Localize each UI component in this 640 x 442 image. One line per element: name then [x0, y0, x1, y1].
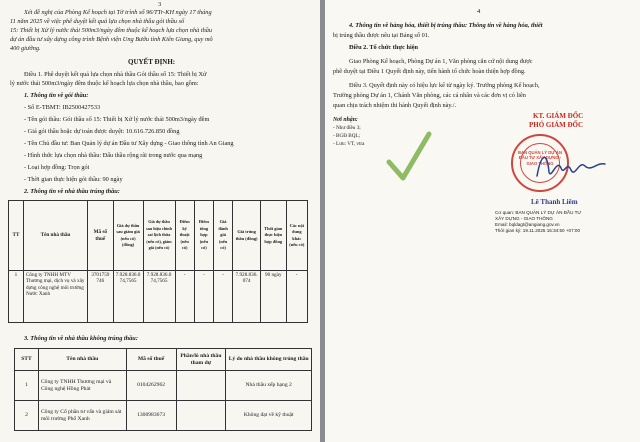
- table-header-cell: Lý do nhà thầu không trúng thầu: [226, 349, 312, 371]
- page-number: 4: [477, 8, 481, 15]
- page-number: 3: [158, 1, 162, 8]
- table-header-row: [9, 201, 308, 271]
- table-cell: 7.928.836.074,7565: [143, 271, 175, 323]
- table-header-cell: STT: [15, 349, 39, 371]
- digital-signature-line: Email: bqldagt@angiang.gov.vn: [495, 222, 560, 227]
- losing-bidders-table: [14, 348, 312, 431]
- table-cell: Công ty Cổ phần tư vấn và giám sát môi trường Phố Xanh: [38, 401, 126, 431]
- table-cell: [176, 371, 226, 401]
- section-heading: 2. Thông tin về nhà thầu trúng thầu:: [24, 188, 120, 195]
- signer-role: KT. GIÁM ĐỐC: [533, 112, 584, 120]
- table-header-cell: Tên nhà thầu: [23, 201, 87, 271]
- table-cell: 2: [15, 401, 39, 431]
- digital-signature-line: Thời gian ký: 19.11.2025 15:34:50 +07:00: [495, 228, 581, 233]
- table-header-cell: Tên nhà thầu: [38, 349, 126, 371]
- table-cell: 7.928.836.074: [233, 271, 261, 323]
- section-4-text: 4. Thông tin về hàng hóa, thiết bị trúng thầu: Thông tin về hàng hóa, thiết: [349, 22, 543, 29]
- table-cell: Công ty TNHH MTV Thương mại, dịch vụ và xây dựng công nghệ môi trường Nước Xanh: [23, 271, 87, 323]
- table-header-cell: Các nội dung khác (nếu có): [286, 201, 307, 271]
- article-3-line: quan chịu trách nhiệm thi hành Quyết định này./.: [333, 102, 457, 109]
- table-cell: -: [286, 271, 307, 323]
- bullet-item: - Tên Chủ đầu tư: Ban Quản lý dự án Đầu tư Xây dựng - Giao thông tỉnh An Giang: [24, 140, 234, 147]
- table-header-cell: Giá dự thầu sau giảm giá (nếu có) (đồng): [113, 201, 143, 271]
- table-cell: 1: [15, 371, 39, 401]
- table-row: [15, 401, 312, 431]
- table-header-cell: Giá dự thầu sau hiệu chỉnh sai lệch thừa (nếu có), giảm giá (nếu có): [143, 201, 175, 271]
- recipient-item: - BGĐ BQL;: [333, 133, 361, 139]
- seal-text: BAN QUẢN LÝ DỰ ÁN ĐẦU TƯ XÂY DỰNG - GIAO THÔNG: [518, 150, 562, 166]
- intro-line: dự án đầu tư xây dựng công trình Bệnh viện Ung Bướu tỉnh Kiên Giang, quy mô: [10, 36, 213, 43]
- section-4-line: [349, 22, 543, 31]
- intro-line: 400 giường.: [10, 45, 41, 52]
- table-cell: 3701759746: [88, 271, 114, 323]
- digital-signature-line: Cơ quan: BAN QUẢN LÝ DỰ ÁN ĐẦU TƯ: [495, 210, 582, 215]
- table-header-cell: Điểm tổng hợp (nếu có): [194, 201, 213, 271]
- winning-bidder-table: [8, 200, 308, 323]
- bullet-item: - Hình thức lựa chọn nhà thầu: Đấu thầu rộng rãi trong nước qua mạng: [24, 152, 203, 159]
- table-cell: Không đạt về kỹ thuật: [226, 401, 312, 431]
- article-3-line: Điều 3. Quyết định này có hiệu lực kể từ ngày ký. Trưởng phòng Kế hoạch,: [349, 82, 540, 89]
- handwritten-signature: [531, 146, 611, 184]
- intro-line: Xét đề nghị của Phòng Kế hoạch tại Tờ trình số 96/TTr-KH ngày 17 tháng: [24, 9, 212, 16]
- section-heading: 3. Thông tin về nhà thầu không trúng thầu:: [24, 335, 138, 342]
- table-header-cell: Phần/lô nhà thầu tham dự: [176, 349, 226, 371]
- digital-signature-check-icon: [385, 128, 433, 188]
- digital-signature-line: XÂY DỰNG - GIAO THÔNG: [495, 216, 553, 221]
- article-1-line: Điều 1. Phê duyệt kết quả lựa chọn nhà thầu Gói thầu số 15: Thiết bị Xử: [24, 71, 207, 78]
- table-header-cell: Giá trúng thầu (đồng): [233, 201, 261, 271]
- table-header-cell: TT: [9, 201, 24, 271]
- table-header-cell: Điểm kỹ thuật (nếu có): [175, 201, 194, 271]
- recipient-item: - Như điều 3;: [333, 125, 361, 131]
- document-page-4: [325, 0, 640, 442]
- section-4-line: bị trúng thầu được nêu tại Bảng số 01.: [333, 32, 430, 39]
- article-2-heading: Điều 2. Tổ chức thực hiện: [349, 44, 419, 51]
- article-3-line: Trưởng phòng Dự án 1, Chánh Văn phòng, các cá nhân và các đơn vị có liên: [333, 92, 526, 99]
- article-1-line: lý nước thải 500m3/ngày đêm thuộc kế hoạch lựa chọn nhà thầu, bao gồm:: [10, 80, 199, 87]
- table-cell: 90 ngày: [260, 271, 286, 323]
- table-cell: 7.928.836.074,7565: [113, 271, 143, 323]
- table-header-row: [15, 349, 312, 371]
- article-2-line: phê duyệt tại Điều 1 Quyết định này, tiến hành tổ chức hoàn thiện hợp đồng.: [333, 68, 526, 75]
- bullet-item: - Loại hợp đồng: Trọn gói: [24, 164, 90, 171]
- decision-title: QUYẾT ĐỊNH:: [128, 58, 176, 66]
- intro-line: 15: Thiết bị Xử lý nước thải 500m3/ngày đêm thuộc kế hoạch lựa chọn nhà thầu: [10, 27, 213, 34]
- section-heading: 1. Thông tin về gói thầu:: [24, 92, 89, 99]
- table-header-cell: Giá đánh giá (nếu có): [213, 201, 232, 271]
- table-cell: 0104262962: [126, 371, 176, 401]
- table-header-cell: Mã số thuế: [126, 349, 176, 371]
- table-header-cell: Thời gian thực hiện hợp đồng: [260, 201, 286, 271]
- bullet-item: - Thời gian thực hiện gói thầu: 90 ngày: [24, 176, 123, 183]
- table-cell: Công ty TNHH Thương mại và Công nghệ Hồng Phát: [38, 371, 126, 401]
- table-cell: 1: [9, 271, 24, 323]
- table-header-cell: Mã số thuế: [88, 201, 114, 271]
- bullet-item: - Tên gói thầu: Gói thầu số 15: Thiết bị Xử lý nước thải 500m3/ngày đêm: [24, 116, 210, 123]
- recipient-item: - Lưu: VT, vtra: [333, 141, 365, 147]
- signer-role: PHÓ GIÁM ĐỐC: [529, 121, 584, 129]
- recipients-title: Nơi nhận:: [333, 117, 358, 123]
- table-cell: -: [213, 271, 232, 323]
- table-cell: 1300983673: [126, 401, 176, 431]
- intro-line: 11 năm 2025 về việc phê duyệt kết quả lựa chọn nhà thầu gói thầu số: [10, 18, 185, 25]
- table-cell: [176, 401, 226, 431]
- table-cell: -: [194, 271, 213, 323]
- table-row: [15, 371, 312, 401]
- table-cell: -: [175, 271, 194, 323]
- signer-name: Lê Thanh Liêm: [531, 198, 578, 206]
- bullet-item: - Số E-TBMT: IB2500427533: [24, 104, 101, 111]
- table-row: [9, 271, 308, 323]
- table-cell: Nhà thầu xếp hạng 2: [226, 371, 312, 401]
- article-2-line: Giao Phòng Kế hoạch, Phòng Dự án 1, Văn phòng căn cứ nội dung được: [349, 58, 533, 65]
- bullet-item: - Giá gói thầu hoặc dự toán được duyệt: 10.616.726.850 đồng: [24, 128, 180, 135]
